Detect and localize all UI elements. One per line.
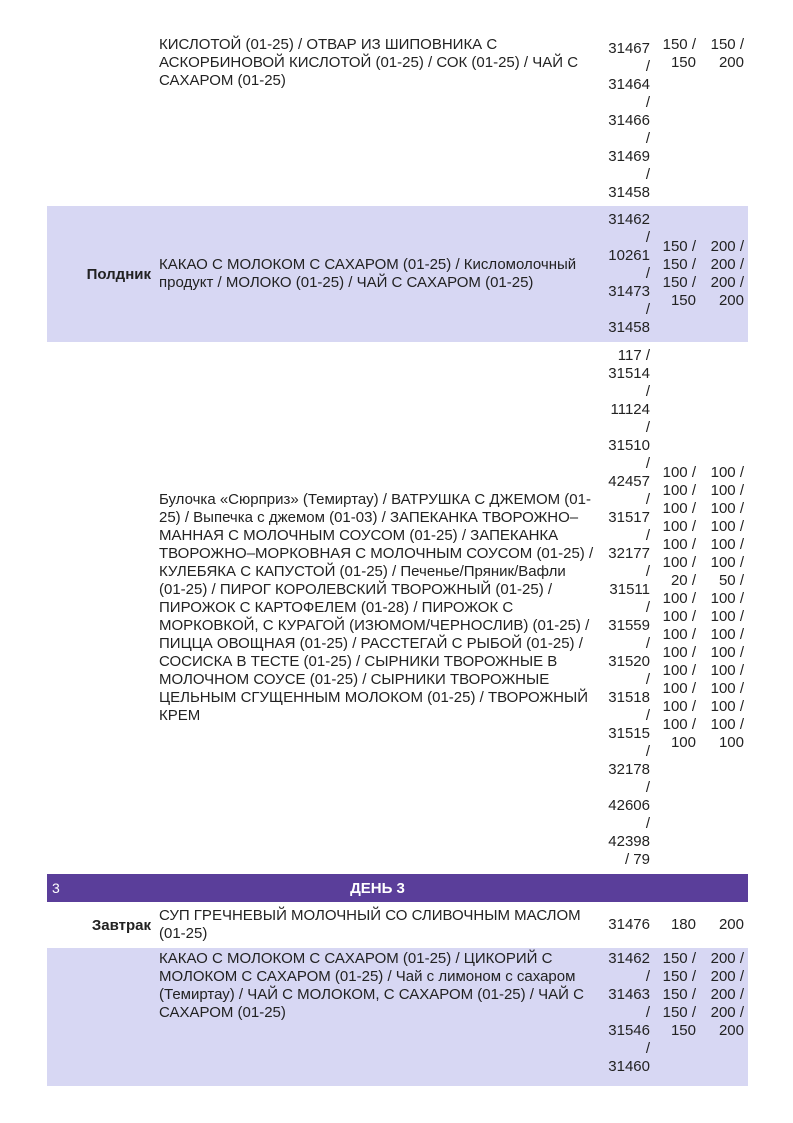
yield-cell [698, 902, 748, 948]
yield-line: 100 / [710, 662, 744, 679]
yield-line: 150 / [662, 256, 696, 273]
dish-cell: КАКАО С МОЛОКОМ С САХАРОМ (01-25) / ЦИКОРИЙ С МОЛОКОМ С САХАРОМ (01-25) / Чай с лимоном с сахаром (Темиртау) / ЧАЙ С МОЛОКОМ, С САХАРОМ (01-25) / ЧАЙ С САХАРОМ (01-25) [159, 950, 584, 1021]
code-line: 31467 [608, 40, 650, 57]
yield-line: 150 / [710, 36, 744, 53]
yield-line: 150 [670, 292, 696, 309]
day-header [47, 874, 748, 902]
code-line: 31546 [608, 1022, 650, 1039]
code-line: / [645, 265, 650, 282]
code-cell [600, 902, 652, 948]
code-line: 31462 [608, 950, 650, 967]
code-line: / 79 [624, 851, 650, 868]
code-line: 42457 [608, 473, 650, 490]
yield-line: 100 / [662, 680, 696, 697]
code-line: / [645, 779, 650, 796]
yield-line: 100 / [662, 536, 696, 553]
yield-cell [652, 36, 698, 206]
yield-line: 150 / [662, 238, 696, 255]
yield-line: 100 / [710, 518, 744, 535]
code-line: / [645, 301, 650, 318]
yield-cell [652, 950, 698, 1086]
code-line: / [645, 707, 650, 724]
day-title: ДЕНЬ 3 [350, 879, 405, 897]
yield-line: 100 / [710, 698, 744, 715]
yield-line: 100 / [710, 536, 744, 553]
code-cell [600, 950, 652, 1086]
yield-line: 100 / [710, 554, 744, 571]
code-line: 31517 [608, 509, 650, 526]
dish-cell: СУП ГРЕЧНЕВЫЙ МОЛОЧНЫЙ СО СЛИВОЧНЫМ МАСЛОМ (01-25) [159, 907, 581, 942]
code-line: / [645, 130, 650, 147]
code-line: / [645, 968, 650, 985]
yield-line: 150 / [662, 1004, 696, 1021]
yield-line: 150 / [662, 950, 696, 967]
code-line: 31515 [608, 725, 650, 742]
meal-cell [47, 342, 155, 874]
code-line: 31514 [608, 365, 650, 382]
yield-line: 100 / [662, 626, 696, 643]
code-line: / [645, 1040, 650, 1057]
code-line: / [645, 455, 650, 472]
yield-line: 100 / [710, 608, 744, 625]
yield-line: 100 / [662, 482, 696, 499]
code-line: 31463 [608, 986, 650, 1003]
table-row [47, 206, 748, 342]
code-line: / [645, 815, 650, 832]
dish-cell: КАКАО С МОЛОКОМ С САХАРОМ (01-25) / Кисломолочный продукт / МОЛОКО (01-25) / ЧАЙ С САХАРОМ (01-25) [159, 256, 577, 291]
code-line: 32178 [608, 761, 650, 778]
code-line: / [645, 743, 650, 760]
yield-cell [652, 206, 698, 342]
code-line: 31559 [608, 617, 650, 634]
yield-line: 150 / [662, 274, 696, 291]
code-line: / [645, 527, 650, 544]
code-line: / [645, 1004, 650, 1021]
yield-cell [698, 950, 748, 1086]
code-line: 31518 [608, 689, 650, 706]
yield-line: 100 / [662, 500, 696, 517]
code-cell [600, 36, 652, 206]
yield-cell [698, 36, 748, 206]
table-row [47, 342, 748, 874]
code-line: / [645, 94, 650, 111]
yield-line: 200 [718, 292, 744, 309]
code-line: / [645, 635, 650, 652]
yield-cell [698, 342, 748, 874]
code-line: 31464 [608, 76, 650, 93]
table-row [47, 35, 748, 206]
yield-line: 100 / [662, 518, 696, 535]
code-line: 117 / [617, 347, 650, 364]
code-cell [600, 342, 652, 874]
code-line: 31473 [608, 283, 650, 300]
table-row [47, 948, 748, 1086]
yield-line: 100 [718, 734, 744, 751]
code-line: 31511 [609, 581, 650, 598]
dish-cell: Булочка «Сюрприз» (Темиртау) / ВАТРУШКА С ДЖЕМОМ (01-25) / Выпечка с джемом (01-03) / ЗАПЕКАНКА ТВОРОЖНО–МАННАЯ С МОЛОЧНЫМ СОУСОМ (01-25) / ЗАПЕКАНКА ТВОРОЖНО–МОРКОВНАЯ С МОЛОЧНЫМ СОУСОМ (01-25) / КУЛЕБЯКА С КАПУСТОЙ (01-25) / Печенье/Пряник/Вафли (01-25) / ПИРОГ КОРОЛЕВСКИЙ ТВОРОЖНЫЙ (01-25) / ПИРОЖОК С КАРТОФЕЛЕМ (01-28) / ПИРОЖОК С МОРКОВКОЙ, С КУРАГОЙ (ИЗЮМОМ/ЧЕРНОСЛИВ) (01-25) / ПИЦЦА ОВОЩНАЯ (01-25) / РАССТЕГАЙ С РЫБОЙ (01-25) / СОСИСКА В ТЕСТЕ (01-25) / СЫРНИКИ ТВОРОЖНЫЕ В МОЛОЧНОМ СОУСЕ (01-25) / СЫРНИКИ ТВОРОЖНЫЕ ЦЕЛЬНЫМ СГУЩЕННЫМ МОЛОКОМ (01-25) / ТВОРОЖНЫЙ КРЕМ [159, 491, 594, 724]
yield-line: 200 [718, 1022, 744, 1039]
code-line: 31510 [608, 437, 650, 454]
code-line: / [645, 229, 650, 246]
meal-cell [47, 950, 155, 1086]
yield-cell [698, 206, 748, 342]
code-line: / [645, 491, 650, 508]
code-line: / [645, 599, 650, 616]
yield-line: 20 / [670, 572, 696, 589]
yield-cell [652, 902, 698, 948]
meal-cell: Полдник [86, 265, 151, 283]
yield-line: 100 / [710, 500, 744, 517]
code-cell [600, 206, 652, 342]
table-row [47, 902, 748, 948]
meal-cell [47, 36, 155, 206]
yield-line: 100 / [662, 464, 696, 481]
code-line: 42606 [608, 797, 650, 814]
yield-line: 150 / [662, 36, 696, 53]
code-line: 31460 [608, 1058, 650, 1075]
yield-line: 100 / [662, 662, 696, 679]
dish-cell: КИСЛОТОЙ (01-25) / ОТВАР ИЗ ШИПОВНИКА С АСКОРБИНОВОЙ КИСЛОТОЙ (01-25) / СОК (01-25) / ЧАЙ С САХАРОМ (01-25) [159, 36, 579, 89]
yield-line: 100 / [662, 716, 696, 733]
yield-line: 200 / [710, 968, 744, 985]
yield-line: 200 / [710, 986, 744, 1003]
yield-line: 100 / [662, 590, 696, 607]
code-line: 31462 [608, 211, 650, 228]
yield-line: 150 / [662, 986, 696, 1003]
code-line: / [645, 58, 650, 75]
code-line: 42398 [608, 833, 650, 850]
code-line: 10261 [608, 247, 650, 264]
yield-line: 100 / [710, 644, 744, 661]
yield-line: 150 / [662, 968, 696, 985]
code-line: 31520 [608, 653, 650, 670]
code-line: 11124 [610, 401, 650, 418]
yield-line: 200 [718, 916, 744, 933]
day-number: 3 [52, 880, 60, 896]
yield-line: 180 [670, 916, 696, 933]
code-line: 32177 [608, 545, 650, 562]
yield-line: 200 / [710, 238, 744, 255]
yield-cell [652, 342, 698, 874]
yield-line: 200 / [710, 256, 744, 273]
code-line: / [645, 563, 650, 580]
meal-cell: Завтрак [91, 916, 151, 934]
yield-line: 50 / [718, 572, 744, 589]
yield-line: 200 / [710, 274, 744, 291]
yield-line: 100 [670, 734, 696, 751]
yield-line: 100 / [710, 626, 744, 643]
code-line: / [645, 166, 650, 183]
code-line: 31469 [608, 148, 650, 165]
code-line: 31466 [608, 112, 650, 129]
code-line: / [645, 419, 650, 436]
yield-line: 100 / [662, 554, 696, 571]
yield-line: 200 / [710, 950, 744, 967]
yield-line: 100 / [662, 608, 696, 625]
code-line: / [645, 671, 650, 688]
code-line: 31458 [608, 319, 650, 336]
yield-line: 150 [670, 54, 696, 71]
yield-line: 100 / [710, 590, 744, 607]
yield-line: 200 / [710, 1004, 744, 1021]
yield-line: 150 [670, 1022, 696, 1039]
yield-line: 100 / [662, 644, 696, 661]
yield-line: 100 / [710, 716, 744, 733]
yield-line: 100 / [662, 698, 696, 715]
code-line: 31476 [608, 916, 650, 933]
yield-line: 100 / [710, 482, 744, 499]
yield-line: 100 / [710, 464, 744, 481]
yield-line: 100 / [710, 680, 744, 697]
yield-line: 200 [718, 54, 744, 71]
menu-table [47, 35, 748, 1086]
code-line: / [645, 383, 650, 400]
code-line: 31458 [608, 184, 650, 201]
